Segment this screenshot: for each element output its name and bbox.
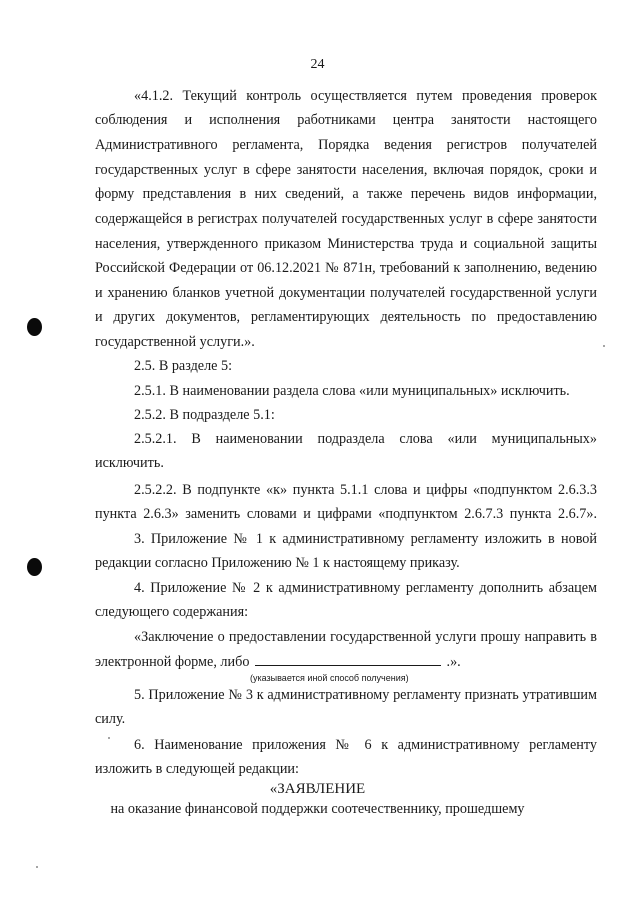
- text-fragment: .».: [446, 654, 461, 670]
- text-line: Российской Федерации от 06.12.2021 № 871н, требований к заполнению, ведению: [95, 260, 597, 276]
- text-line: и других документов, регламентирующих деятельность по предоставлению: [95, 309, 597, 325]
- text-line: исключить.: [95, 455, 164, 471]
- scan-speck: [108, 737, 110, 739]
- text-line: 2.5.1. В наименовании раздела слова «или муниципальных» исключить.: [134, 383, 570, 399]
- text-line: 5. Приложение № 3 к административному регламенту признать утратившим: [134, 687, 597, 703]
- text-line: пункта 2.6.3» заменить словами и цифрами «подпунктом 2.6.7.3 пункта 2.6.7».: [95, 506, 597, 522]
- text-line: населения, утвержденного приказом Министерства труда и социальной защиты: [95, 236, 597, 252]
- text-line: «Заключение о предоставлении государственной услуги прошу направить в: [134, 629, 597, 645]
- text-line: 4. Приложение № 2 к административному регламенту дополнить абзацем: [134, 580, 597, 596]
- text-line: 2.5.2.2. В подпункте «к» пункта 5.1.1 слова и цифры «подпунктом 2.6.3.3: [134, 482, 597, 498]
- text-line: изложить в следующей редакции:: [95, 761, 299, 777]
- text-line: и хранению бланков учетной документации получателей государственной услуги: [95, 285, 597, 301]
- text-line: содержащейся в регистрах получателей государственных услуг в сфере занятости: [95, 211, 597, 227]
- text-line: государственных услуг в сфере занятости населения, включая порядок, сроки и: [95, 162, 597, 178]
- text-line: 2.5. В разделе 5:: [134, 358, 233, 374]
- text-line: соблюдения и исполнения работниками центра занятости настоящего: [95, 112, 597, 128]
- text-line: «4.1.2. Текущий контроль осуществляется путем проведения проверок: [134, 88, 597, 104]
- scan-speck: [603, 345, 605, 347]
- form-title: «ЗАЯВЛЕНИЕ: [269, 781, 366, 797]
- form-subtitle: на оказание финансовой поддержки соотечественнику, прошедшему: [110, 801, 525, 817]
- text-fragment: электронной форме, либо: [95, 654, 250, 670]
- text-line: 2.5.2.1. В наименовании подраздела слова «или муниципальных»: [134, 431, 597, 447]
- blank-field: [255, 653, 441, 666]
- punch-hole: [27, 318, 42, 336]
- text-line: следующего содержания:: [95, 604, 249, 620]
- text-line: редакции согласно Приложению № 1 к настоящему приказу.: [95, 555, 460, 571]
- text-line: форму представления в них сведений, а также перечень видов информации,: [95, 186, 597, 202]
- text-line: 3. Приложение № 1 к административному регламенту изложить в новой: [134, 531, 597, 547]
- scan-speck: [36, 866, 38, 868]
- text-line: Административного регламента, Порядка ведения регистров получателей: [95, 137, 597, 153]
- punch-hole: [27, 558, 42, 576]
- text-line: 2.5.2. В подразделе 5.1:: [134, 407, 275, 423]
- form-field-line: [95, 653, 461, 671]
- text-line: 6. Наименование приложения № 6 к административному регламенту: [134, 737, 597, 753]
- field-note: (указывается иной способ получения): [250, 673, 409, 683]
- text-line: силу.: [95, 711, 126, 727]
- page-number: 24: [310, 57, 325, 72]
- text-line: государственной услуги.».: [95, 334, 255, 350]
